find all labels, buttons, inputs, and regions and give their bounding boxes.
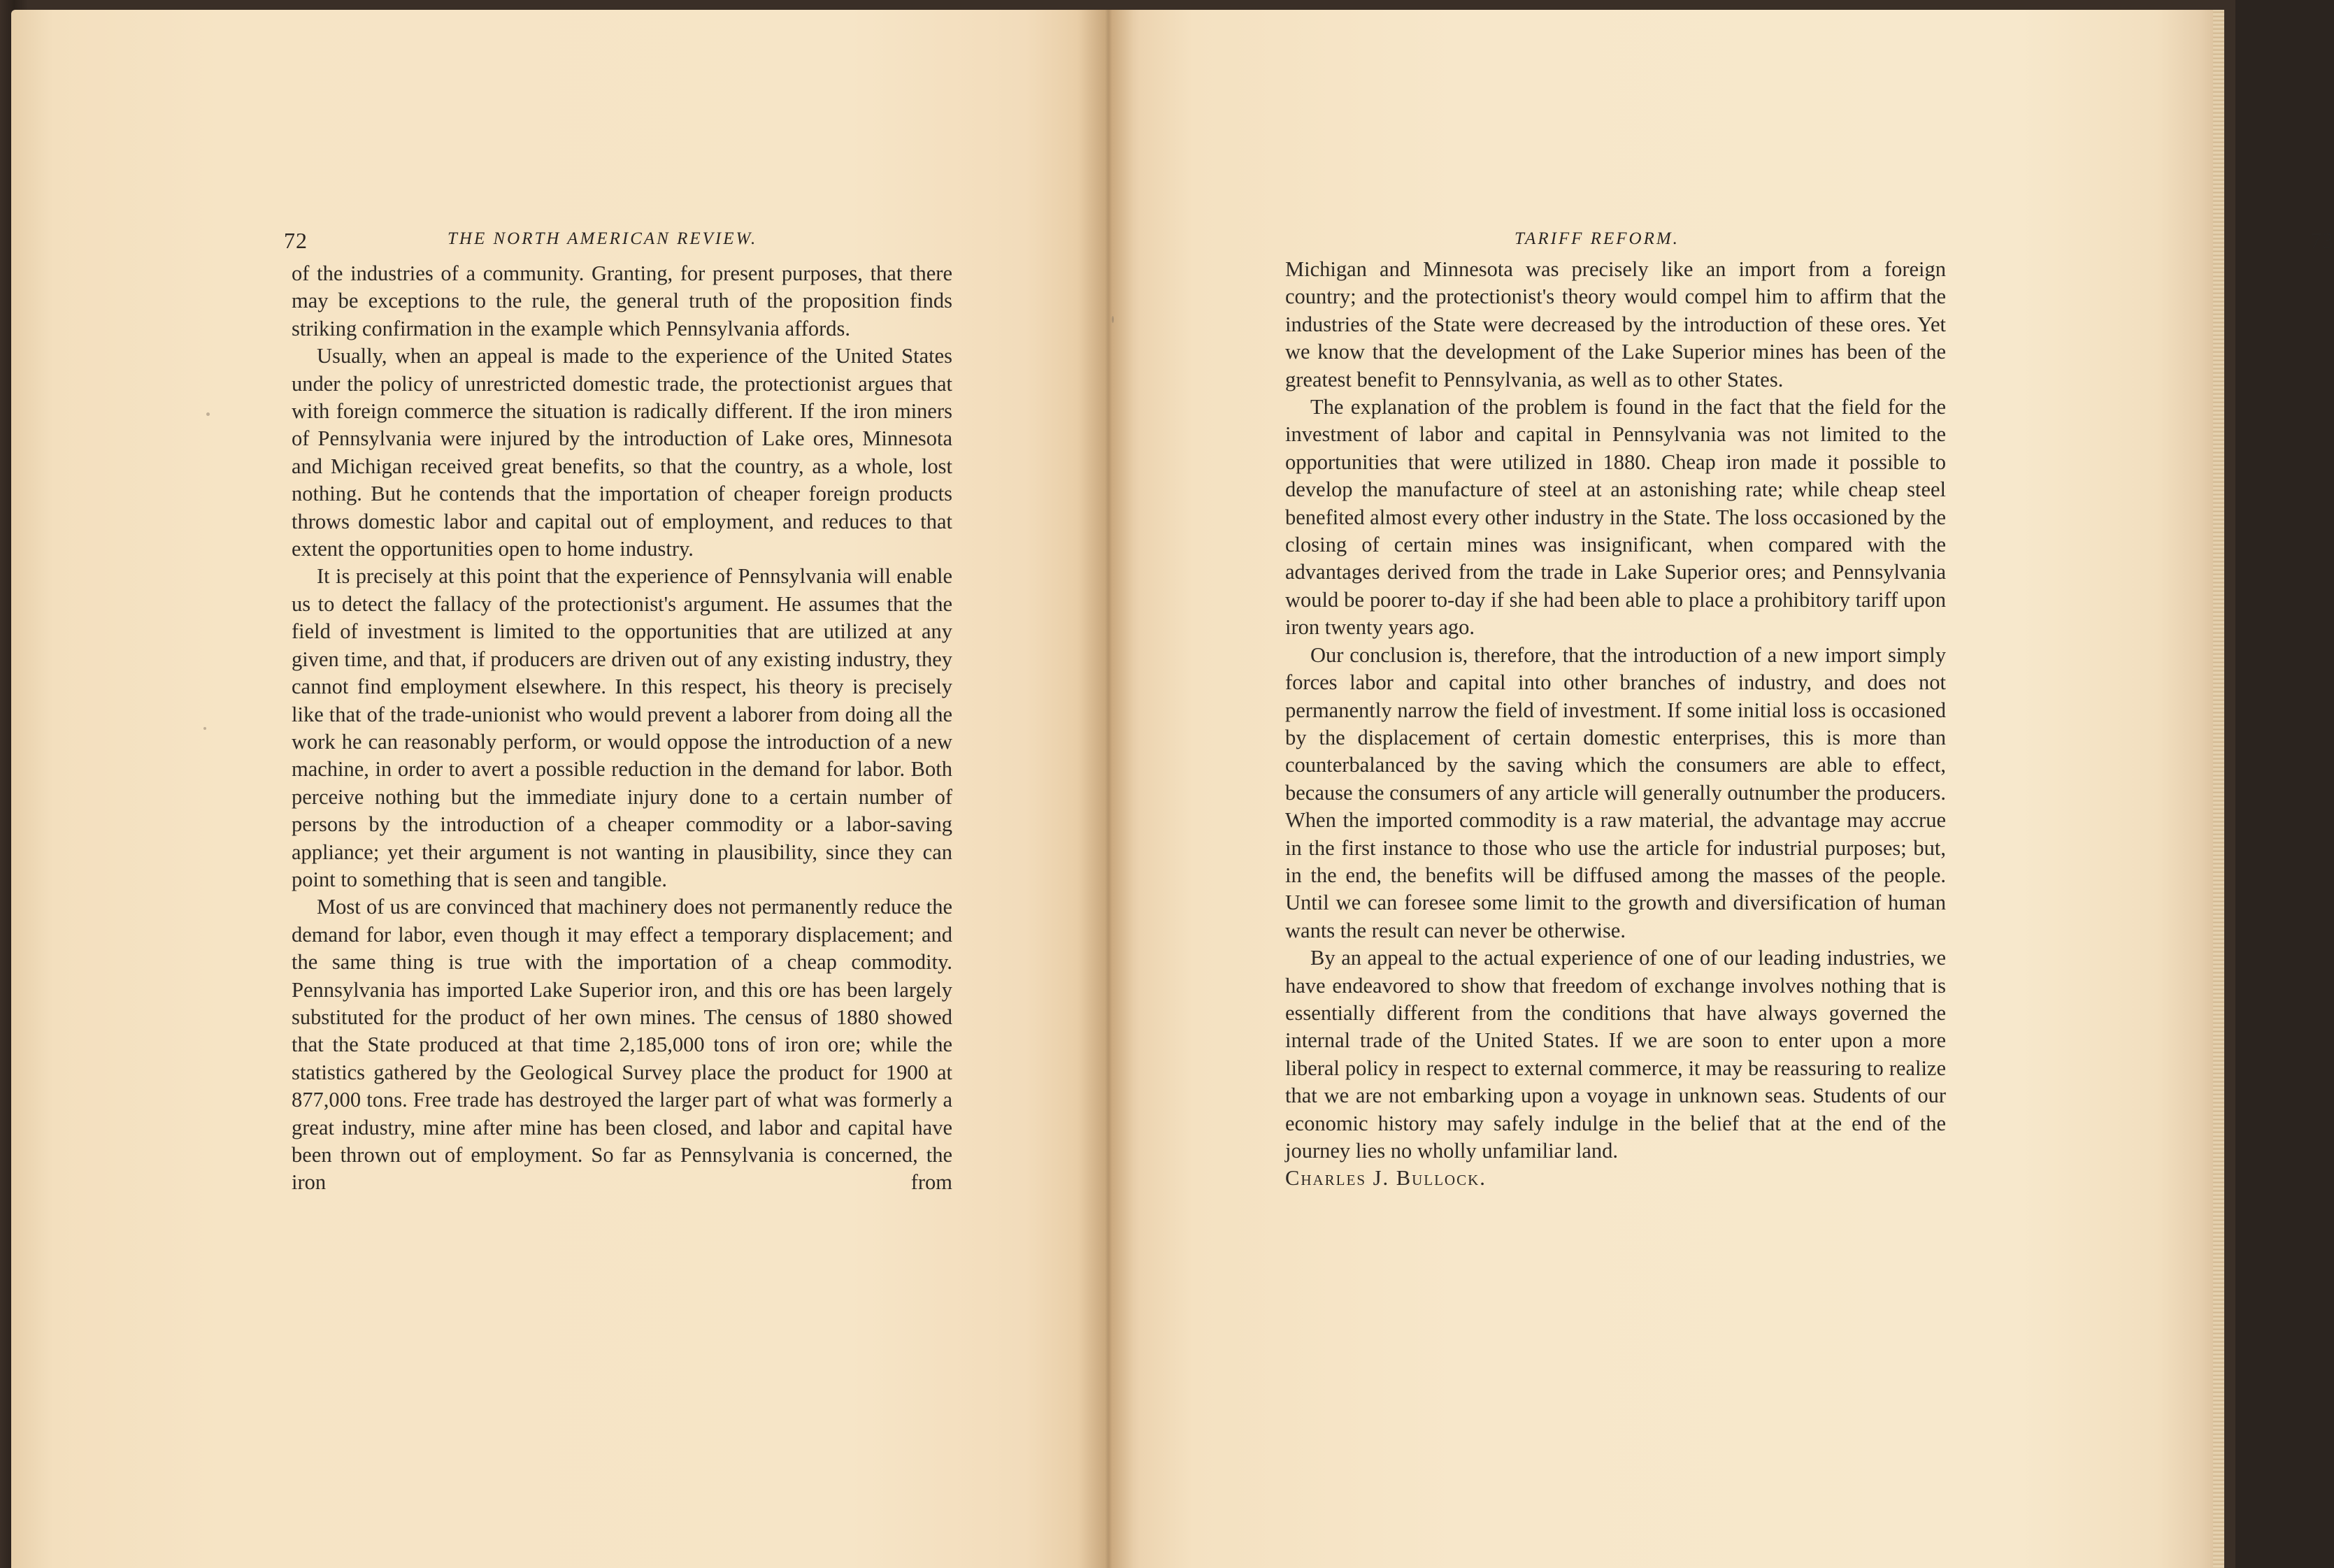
paragraph: Usually, when an appeal is made to the experience of the United States under the policy of unrestricted domestic trade, the protectionist argues that with foreign commerce the situation is radically different. If the iron miners of Pennsylvania were injured by the introduction of Lake ores, Minnesota and Michigan received great benefits, so that the country, as a whole, lost nothing. But he contends that the importation of cheaper foreign products throws domestic labor and capital out of employment, and reduces to that extent the opportunities open to home industry.: [292, 344, 952, 561]
scan-speck: [206, 412, 210, 416]
left-body-text: [292, 260, 952, 1197]
paragraph: It is precisely at this point that the experience of Pennsylvania will enable us to detect the fallacy of the protectionist's argument. He assumes that the field of investment is limited to the opportunities that are utilized at any given time, and that, if producers are driven out of any existing industry, they cannot find employment elsewhere. In this respect, his theory is precisely like that of the trade-unionist who would prevent a laborer from doing all the work he can reasonably perform, or would oppose the introduction of a new machine, in order to avert a possible reduction in the demand for labor. Both perceive nothing but the immediate injury done to a certain number of persons by the introduction of a cheaper commodity or a labor-saving appliance; yet their argument is not wanting in plausibility, since they can point to something that is seen and tangible.: [292, 564, 952, 891]
running-title: THE NORTH AMERICAN REVIEW.: [448, 229, 758, 248]
paragraph: By an appeal to the actual experience of one of our leading industries, we have endeavored to show that freedom of exchange involves nothing that is essentially different from the conditions that have always governed the internal trade of the United States. If we are soon to enter upon a more liberal policy in respect to external commerce, it may be reassuring to realize that we are not embarking upon a voyage in unknown seas. Students of our economic history may safely indulge in the belief that at the end of the journey lies no wholly unfamiliar land.: [1285, 946, 1946, 1163]
paragraph: of the industries of a community. Granting, for present purposes, that there may be exceptions to the rule, the general truth of the proposition finds striking confirmation in the example which Pennsylvania affords.: [292, 261, 952, 340]
page-number: 73: [2310, 228, 2334, 253]
paragraph: Michigan and Minnesota was precisely like an import from a foreign country; and the protectionist's theory would compel him to affirm that the industries of the State were decreased by the introduction of these ores. Yet we know that the development of the Lake Superior mines has been of the greatest benefit to Pennsylvania, as well as to other States.: [1285, 257, 1946, 391]
right-page: [1109, 10, 2334, 1568]
running-title: TARIFF REFORM.: [1515, 229, 1680, 248]
author-signature: Charles J. Bullock.: [1285, 1166, 1487, 1191]
scan-speck: [1112, 316, 1114, 323]
page-stack-edge: [2213, 10, 2224, 1568]
paragraph: Our conclusion is, therefore, that the introduction of a new import simply forces labor and capital into other branches of industry, and does not permanently narrow the field of investment. If some initial loss is occasioned by the displacement of certain domestic enterprises, this is more than counterbalanced by the saving which the consumers are able to effect, because the consumers of any article will generally outnumber the producers. When the imported commodity is a raw material, the advantage may accrue in the first instance to those who use the article for industrial purposes; but, in the end, the benefits will be diffused among the masses of the people. Until we can foresee some limit to the growth and diversification of human wants the result can never be otherwise.: [1285, 642, 1946, 942]
paragraph: Most of us are convinced that machinery does not permanently reduce the demand for labor, even though it may effect a temporary displacement; and the same thing is true with the importation of a cheap commodity. Pennsylvania has imported Lake Superior iron, and this ore has been largely substituted for the product of her own mines. The census of 1880 showed that the State produced at that time 2,185,000 tons of iron ore; while the statistics gathered by the Geological Survey place the product for 1900 at 877,000 tons. Free trade has destroyed the larger part of what was formerly a great industry, mine after mine has been closed, and labor and capital have been thrown out of employment. So far as Pennsylvania is concerned, the iron from: [292, 895, 952, 1195]
page-number: 72: [284, 228, 308, 253]
left-page: [11, 10, 1109, 1568]
scan-speck: [203, 727, 206, 730]
paragraph: The explanation of the problem is found in the fact that the field for the investment of labor and capital in Pennsylvania was not limited to the opportunities that were utilized in 1880. Cheap iron made it possible to develop the manufacture of steel at an astonishing rate; while cheap steel benefited almost every other industry in the State. The loss occasioned by the closing of certain mines was insignificant, when compared with the advantages derived from the trade in Lake Superior ores; and Pennsylvania would be poorer to-day if she had been able to place a prohibitory tariff upon iron twenty years ago.: [1285, 395, 1946, 640]
right-body-text: [1285, 256, 1946, 1193]
